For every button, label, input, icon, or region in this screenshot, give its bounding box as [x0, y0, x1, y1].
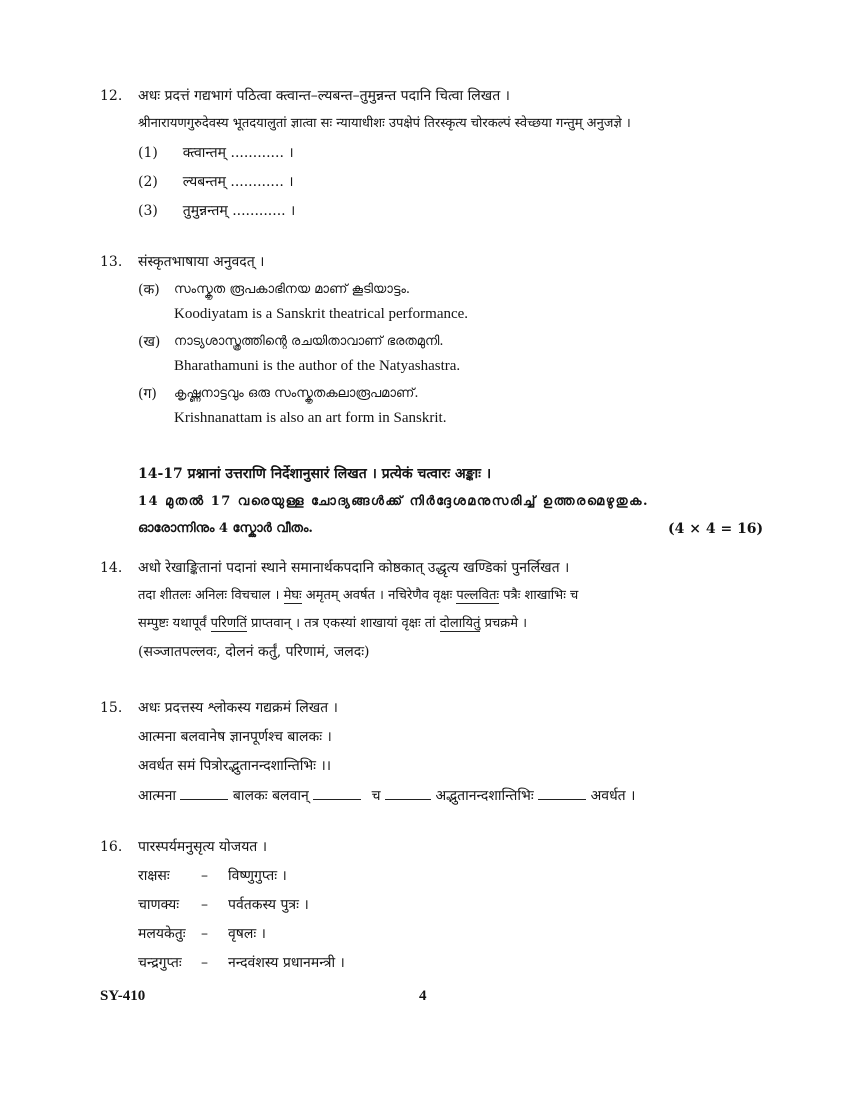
q16-dash-1: – — [201, 868, 208, 884]
q13-item-b-label: (ख) — [138, 334, 161, 350]
q15-number: 15. — [100, 700, 123, 716]
q14-passage-line2 — [138, 614, 527, 634]
q15-blank-2[interactable] — [313, 785, 361, 800]
q16-dash-3: – — [201, 926, 208, 942]
q12-prompt: अधः प्रदत्तं गद्यभागं पठित्वा क्त्वान्त–ल्यबन्त–तुमुन्नन्त पदानि चित्वा लिखत । — [138, 88, 510, 104]
q15-word-1: आत्मना — [138, 788, 177, 804]
q14-line2-c: प्रचक्रमे । — [480, 616, 528, 631]
q16-left-1: राक्षसः — [138, 868, 170, 884]
q13-item-a-label: (क) — [138, 282, 160, 298]
q12-passage: श्रीनारायणगुरुदेवस्य भूतदयालुतां ज्ञात्वा सः न्यायाधीशः उपक्षेपं तिरस्कृत्य चोरकल्पं स्वेच्छया गन्तुम् अनुजज्ञे । — [138, 116, 631, 131]
q12-option-1 — [138, 143, 294, 163]
q15-blank-1[interactable] — [180, 785, 228, 800]
q12-option-2-num: (2) — [138, 174, 158, 190]
q12-option-3 — [138, 201, 295, 221]
q13-prompt: संस्कृतभाषाया अनुवदत् । — [138, 254, 265, 270]
section-malayalam-line1: 14 മുതൽ 17 വരെയുള്ള ചോദ്യങ്ങൾക്ക് നിർദ്ദേശമനുസരിച്ച് ഉത്തരമെഴുതുക. — [138, 494, 650, 509]
q15-word-5: अवर्धत । — [590, 788, 636, 804]
q14-passage-line1 — [138, 586, 578, 606]
footer-paper-code: SY-410 — [100, 988, 146, 1004]
section-malayalam-line2: ഓരോന്നിനും 4 സ്കോർ വീതം. — [138, 521, 313, 536]
q16-number: 16. — [100, 839, 123, 855]
q12-number: 12. — [100, 88, 123, 104]
q12-option-3-num: (3) — [138, 203, 158, 219]
q16-left-4: चन्द्रगुप्तः — [138, 955, 182, 971]
q16-right-3: वृषलः । — [228, 926, 266, 942]
q13-item-c-english: Krishnanattam is also an art form in Sanskrit. — [174, 410, 447, 426]
q16-right-4: नन्दवंशस्य प्रधानमन्त्री । — [228, 955, 345, 971]
q14-underlined-pallavita: पल्लवितः — [456, 588, 500, 603]
q13-item-c-malayalam: കൃഷ്ണനാട്ടവും ഒരു സംസ്കൃതകലാരൂപമാണ്. — [174, 386, 419, 401]
q16-dash-4: – — [201, 955, 208, 971]
q15-word-4: अद्भुतानन्दशान्तिभिः — [435, 788, 534, 804]
q15-answer-line — [138, 785, 635, 806]
q16-right-1: विष्णुगुप्तः । — [228, 868, 287, 884]
q14-number: 14. — [100, 560, 123, 576]
q15-word-3: च — [371, 788, 381, 804]
q13-item-c-label: (ग) — [138, 386, 157, 402]
q12-option-3-text: तुमुन्नन्तम् ............ । — [182, 203, 296, 219]
q13-item-b-malayalam: നാട്യശാസ്ത്രത്തിന്റെ രചയിതാവാണ് ഭരതമുനി. — [174, 334, 444, 349]
q12-option-1-num: (1) — [138, 145, 158, 161]
q14-underlined-parinati: परिणतिं — [210, 616, 247, 631]
q14-line2-a: सम्पुष्टः यथापूर्वं — [138, 616, 211, 631]
q14-line1-c: पत्रैः शाखाभिः च — [499, 588, 579, 603]
q12-option-2-text: ल्यबन्तम् ............ । — [182, 174, 294, 190]
q13-item-a-english: Koodiyatam is a Sanskrit theatrical performance. — [174, 306, 469, 322]
q15-verse-line2: अवर्धत समं पित्रोरद्भुतानन्दशान्तिभिः ।। — [138, 758, 332, 774]
q13-number: 13. — [100, 254, 123, 270]
q14-underlined-megha: मेघः — [283, 588, 302, 603]
q12-option-1-text: क्त्वान्तम् ............ । — [182, 145, 294, 161]
q15-blank-3[interactable] — [385, 785, 431, 800]
section-heading: 14-17 प्रश्नानां उत्तराणि निर्देशानुसारं लिखत । प्रत्येकं चत्वारः अङ्काः । — [138, 466, 492, 482]
q14-prompt: अधो रेखाङ्कितानां पदानां स्थाने समानार्थकपदानि कोष्ठकात् उद्धृत्य खण्डिकां पुनर्लिखत । — [138, 560, 570, 576]
q16-dash-2: – — [201, 897, 208, 913]
q14-underlined-dolayitum: दोलायितुं — [439, 616, 481, 631]
q15-verse-line1: आत्मना बलवानेष ज्ञानपूर्णश्च बालकः । — [138, 729, 332, 745]
q15-prompt: अधः प्रदत्तस्य श्लोकस्य गद्यक्रमं लिखत । — [138, 700, 338, 716]
q16-right-2: पर्वतकस्य पुत्रः । — [228, 897, 309, 913]
section-marks: (4 × 4 = 16) — [668, 521, 764, 537]
q14-line1-b: अमृतम् अवर्षत । नचिरेणैव वृक्षः — [301, 588, 457, 603]
q16-left-3: मलयकेतुः — [138, 926, 186, 942]
q14-line1-a: तदा शीतलः अनिलः विचचाल । — [138, 588, 284, 603]
q15-word-2: बालकः बलवान् — [232, 788, 309, 804]
footer-page-number: 4 — [419, 988, 427, 1004]
q15-blank-4[interactable] — [538, 785, 586, 800]
q16-left-2: चाणक्यः — [138, 897, 180, 913]
q13-item-b-english: Bharathamuni is the author of the Natyashastra. — [174, 358, 461, 374]
q16-prompt: पारस्पर्यमनुसृत्य योजयत । — [138, 839, 268, 855]
q13-item-a-malayalam: സംസ്കൃത രൂപകാഭിനയ മാണ് കൂടിയാട്ടം. — [174, 282, 411, 297]
q14-options: (सञ्जातपल्लवः, दोलनं कर्तुं, परिणामं, जलदः) — [138, 644, 370, 660]
q14-line2-b: प्राप्तवान् । तत्र एकस्यां शाखायां वृक्षः तां — [246, 616, 440, 631]
q12-option-2 — [138, 172, 294, 192]
